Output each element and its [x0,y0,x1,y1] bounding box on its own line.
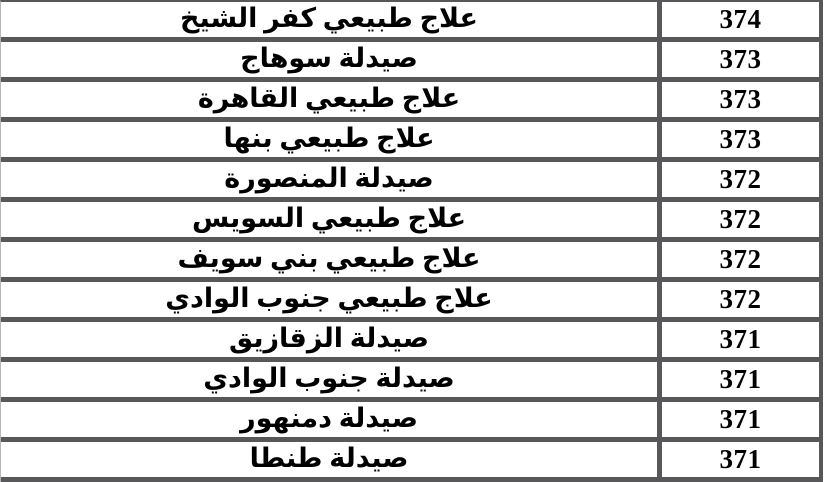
score-cell: 373 [657,42,823,77]
score-cell: 373 [657,122,823,157]
faculty-name-cell: صيدلة دمنهور [240,403,418,433]
score-cell: 374 [657,2,823,37]
faculty-name-cell: صيدلة المنصورة [224,163,434,193]
score-cell: 372 [657,282,823,317]
table-row [1,322,823,362]
faculty-name-cell: صيدلة طنطا [249,443,409,473]
table-row [1,82,823,122]
score-cell: 371 [657,442,823,477]
faculty-name-cell: علاج طبيعي القاهرة [197,83,461,113]
table-row [1,122,823,162]
score-cell: 371 [657,322,823,357]
faculty-name-cell: علاج طبيعي جنوب الوادي [165,283,493,313]
score-cell: 371 [657,402,823,437]
table-row [1,402,823,442]
faculty-name-cell: علاج طبيعي بني سويف [177,243,481,273]
table-row [1,162,823,202]
table-row [1,242,823,282]
score-cell: 372 [657,242,823,277]
faculty-name-cell: صيدلة سوهاج [240,43,418,73]
score-cell: 371 [657,362,823,397]
table-row [1,282,823,322]
faculty-name-cell: علاج طبيعي بنها [223,123,435,153]
faculty-name-cell: صيدلة الزقازيق [229,323,429,353]
score-cell: 372 [657,162,823,197]
faculty-name-cell: علاج طبيعي كفر الشيخ [180,3,478,33]
score-cell: 372 [657,202,823,237]
faculty-name-cell: علاج طبيعي السويس [191,203,467,233]
table-row [1,202,823,242]
table-row [1,42,823,82]
faculty-name-cell: صيدلة جنوب الوادي [203,363,455,393]
table-row [1,2,823,42]
score-cell: 373 [657,82,823,117]
table-row [1,442,823,482]
table-row [1,362,823,402]
